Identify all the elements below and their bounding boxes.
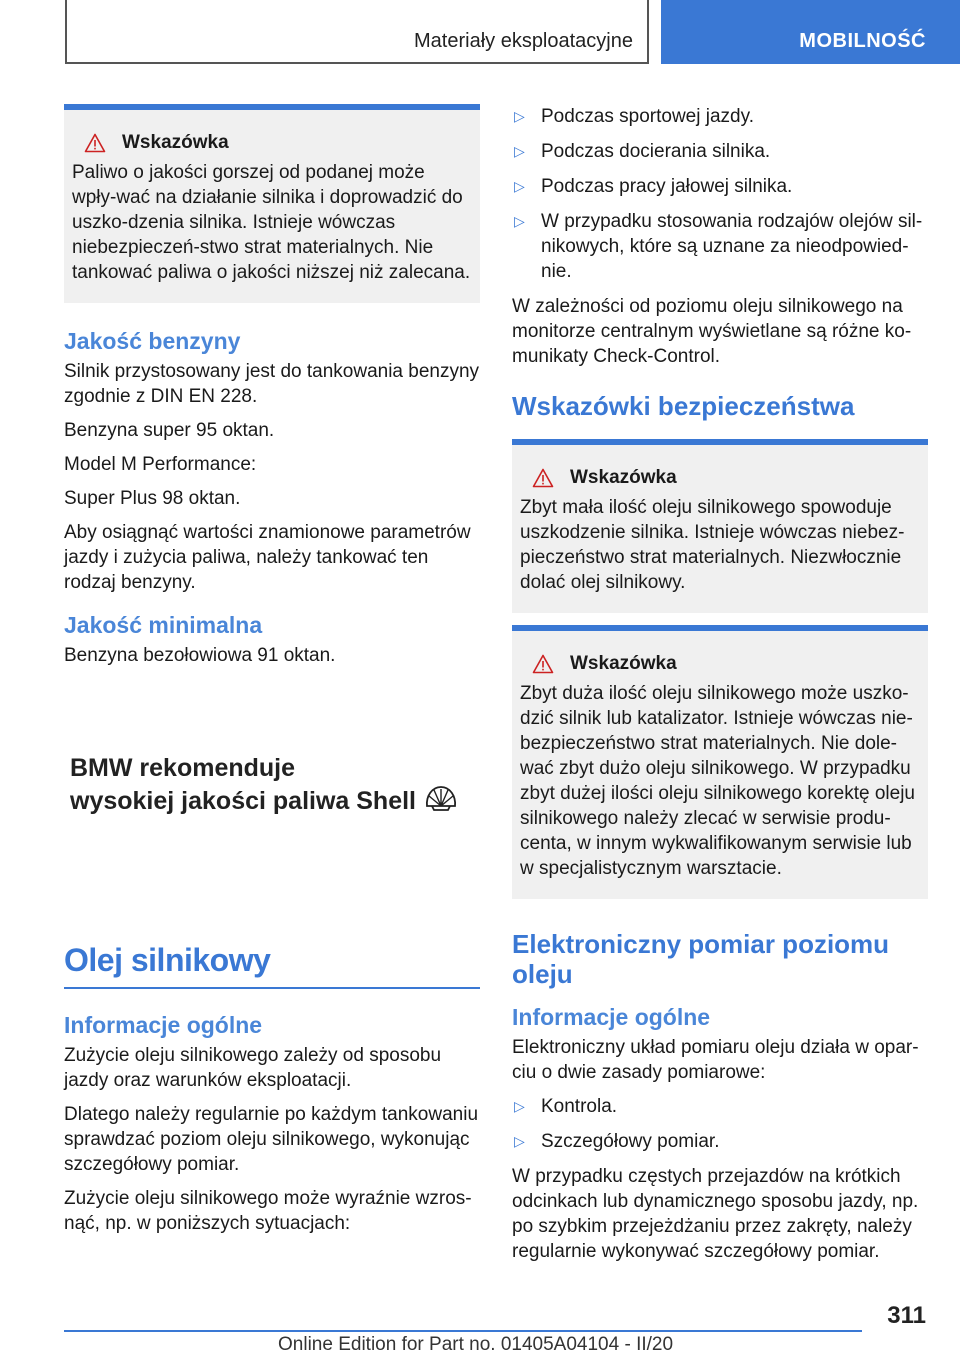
list-item [512, 104, 928, 129]
paragraph: Benzyna bezołowiowa 91 oktan. [64, 645, 336, 666]
paragraph: Aby osiągnąć wartości znamionowe parametrów jazdy i zużycia paliwa, należy tankować ten rodzaj benzyny. [64, 522, 471, 593]
list-item [512, 1129, 928, 1154]
triangle-bullet-icon: ▷ [514, 1098, 525, 1114]
list-item [512, 1094, 928, 1119]
header-chapter-label: MOBILNOŚĆ [799, 30, 926, 52]
left-column [64, 104, 480, 1245]
shell-line-2: wysokiej jakości paliwa Shell [70, 787, 416, 815]
note-text: Paliwo o jakości gorszej od podanej może wpły-wać na działanie silnika i doprowadzić do uszko-dzenia silnika. Istnieje wówczas niebezpieczeń-stwo strat materialnych. Nie tankować paliwa o jakości niższej niż zalecana. [72, 162, 471, 283]
note-text: Zbyt mała ilość oleju silnikowego spowoduje uszkodzenie silnika. Istnieje wówczas niebez-pieczeństwo strat materialnych. Niezwłocznie dolać olej silnikowy. [520, 497, 905, 593]
heading-informacje-ogolne-2: Informacje ogólne [512, 1004, 711, 1030]
paragraph: Benzyna super 95 oktan. [64, 420, 275, 441]
paragraph: Zużycie oleju silnikowego może wyraźnie wzros-nąć, np. w poniższych sytuacjach: [64, 1188, 472, 1234]
heading-jakosc-benzyny: Jakość benzyny [64, 328, 241, 354]
warning-triangle-icon [532, 654, 554, 674]
paragraph: W przypadku częstych przejazdów na krótkich odcinkach lub dynamicznego sposobu jazdy, np. po szybkim przejeżdżaniu przez zakręty, należy regularnie wykonywać szczegółowy pomiar. [512, 1166, 919, 1262]
warning-note-fuel-quality [64, 104, 480, 303]
list-item [512, 139, 928, 164]
list-item-text: Podczas sportowej jazdy. [541, 106, 754, 127]
list-item-text: Podczas docierania silnika. [541, 141, 771, 162]
note-title: Wskazówka [122, 132, 229, 153]
right-column [512, 104, 928, 1273]
list-item-text: Kontrola. [541, 1096, 618, 1117]
paragraph: Elektroniczny układ pomiaru oleju działa w opar-ciu o dwie zasady pomiarowe: [512, 1037, 919, 1083]
warning-note-low-oil [512, 439, 928, 613]
paragraph: W zależności od poziomu oleju silnikowego na monitorze centralnym wyświetlane są różne ko-munikaty Check-Control. [512, 296, 912, 367]
header-section-box [65, 0, 649, 64]
triangle-bullet-icon: ▷ [514, 143, 525, 159]
triangle-bullet-icon: ▷ [514, 1133, 525, 1149]
triangle-bullet-icon: ▷ [514, 108, 525, 124]
header-chapter-tab [661, 0, 960, 64]
heading-olej-silnikowy: Olej silnikowy [64, 941, 480, 989]
list-item-text: W przypadku stosowania rodzajów olejów sil-nikowych, które są uznane za nieodpowied-nie. [541, 211, 923, 282]
footer-edition: Online Edition for Part no. 01405A04104 - II/20 [278, 1334, 674, 1355]
paragraph: Zużycie oleju silnikowego zależy od sposobu jazdy oraz warunków eksploatacji. [64, 1045, 442, 1091]
list-item [512, 209, 928, 284]
shell-logo-icon [424, 784, 458, 812]
shell-line-1: BMW rekomenduje [70, 754, 296, 782]
bullet-list-situations [512, 104, 928, 284]
bullet-list-measurement-modes [512, 1094, 928, 1154]
list-item [512, 174, 928, 199]
paragraph: Model M Performance: [64, 454, 257, 475]
paragraph: Super Plus 98 oktan. [64, 488, 241, 509]
heading-wskazowki-bezpieczenstwa: Wskazówki bezpieczeństwa [512, 391, 855, 421]
heading-informacje-ogolne: Informacje ogólne [64, 1012, 263, 1038]
triangle-bullet-icon: ▷ [514, 213, 525, 229]
warning-triangle-icon [84, 133, 106, 153]
list-item-text: Szczegółowy pomiar. [541, 1131, 720, 1152]
heading-jakosc-minimalna: Jakość minimalna [64, 612, 263, 638]
footer-rule [64, 1330, 862, 1332]
warning-triangle-icon [532, 468, 554, 488]
heading-elektroniczny-pomiar: Elektroniczny pomiar poziomu oleju [512, 929, 890, 989]
page-number: 311 [887, 1302, 926, 1329]
shell-recommendation [64, 753, 480, 817]
paragraph: Silnik przystosowany jest do tankowania benzyny zgodnie z DIN EN 228. [64, 361, 480, 407]
list-item-text: Podczas pracy jałowej silnika. [541, 176, 793, 197]
warning-note-excess-oil [512, 625, 928, 899]
note-text: Zbyt duża ilość oleju silnikowego może uszko-dzić silnik lub katalizator. Istnieje wówczas nie-bezpieczeństwo strat materialnych. Nie dole-wać zbyt dużo oleju silnikowego. W przypadku zbyt dużej ilości oleju silnikowego korektę oleju silnikowego należy zlecać w serwisie produ-centa, w innym wykwalifikowanym serwisie lub w specjalistycznym warsztacie. [520, 683, 915, 879]
paragraph: Dlatego należy regularnie po każdym tankowaniu sprawdzać poziom oleju silnikowego, wykonując szczegółowy pomiar. [64, 1104, 479, 1175]
header-section-title: Materiały eksploatacyjne [414, 30, 633, 52]
note-title: Wskazówka [570, 653, 677, 674]
note-title: Wskazówka [570, 467, 677, 488]
triangle-bullet-icon: ▷ [514, 178, 525, 194]
